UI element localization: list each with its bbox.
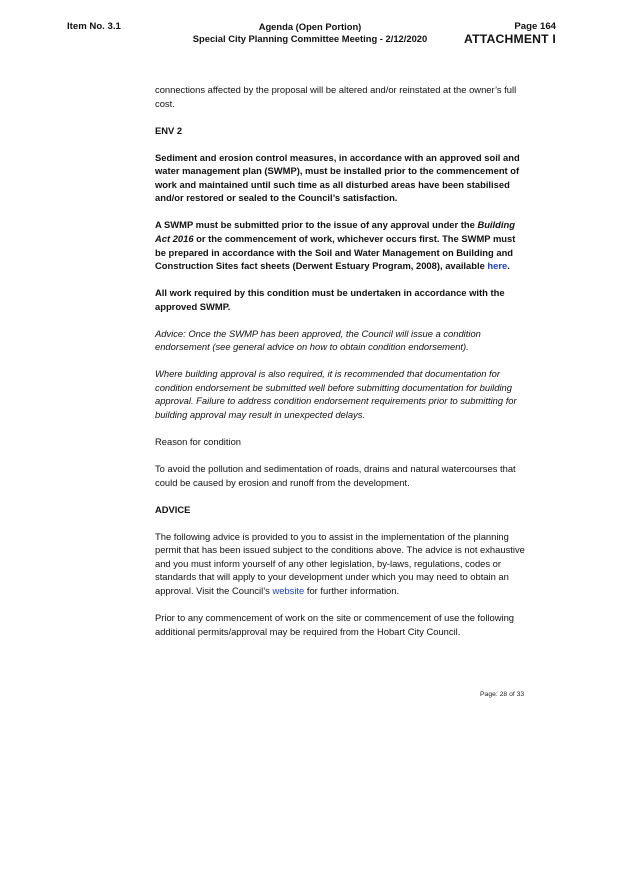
paragraph-reason: To avoid the pollution and sedimentation of roads, drains and natural watercourses that could be caused by erosion and runoff from the development. <box>155 463 516 488</box>
agenda-line-2: Special City Planning Committee Meeting - 2/12/2020 <box>192 32 428 44</box>
document-body <box>155 83 527 652</box>
paragraph-advice <box>155 530 527 598</box>
reason-label: Reason for condition <box>155 436 241 448</box>
advice-heading: ADVICE <box>155 503 191 515</box>
paragraph-prior: Prior to any commencement of work on the site or commencement of use the following additional permits/approval may be required from the Hobart City Council. <box>155 611 515 637</box>
website-link[interactable]: website <box>272 584 305 596</box>
advice-text-1: The following advice is provided to you to assist in the implementation of the planning permit that has been issued subject to the conditions above. The advice is not exhaustive and you must inform yourself of any other legislation, by-laws, regulations, codes or standards that will apply to your development under which you may need to obtain an approval. Visit the Council’s <box>155 530 525 596</box>
agenda-line-1: Agenda (Open Portion) <box>258 21 362 32</box>
page-number: Page 164 <box>514 21 556 32</box>
paragraph-sediment: Sediment and erosion control measures, in accordance with an approved soil and water management plan (SWMP), must be installed prior to the commencement of work and maintained until such time as all disturbed areas have been stabilised and/or restored or sealed to the Council’s satisfaction. <box>155 151 520 204</box>
paragraph-building-approval: Where building approval is also required, it is recommended that documentation for condition endorsement be submitted well before submitting documentation for building approval. Failure to address condition endorsement requirements prior to submitting for building approval may result in unexpected delays. <box>155 368 517 421</box>
paragraph-swmp <box>155 218 527 272</box>
building-act-title: Building Act 2016 <box>155 219 515 244</box>
attachment-label: ATTACHMENT I <box>464 32 556 46</box>
paragraph-advice-swmp: Advice: Once the SWMP has been approved, the Council will issue a condition endorsement (see general advice on how to obtain condition endorsement). <box>155 327 481 353</box>
advice-text-2: for further information. <box>304 584 400 596</box>
here-link[interactable]: here <box>487 260 508 272</box>
swmp-text-2: or the commencement of work, whichever occurs first. The SWMP must be prepared in accordance with the Soil and Water Management on Building and Construction Sites fact sheets (Derwent Estuary Program, 2008), available <box>155 232 516 272</box>
page-header <box>0 19 622 49</box>
env2-heading: ENV 2 <box>155 124 183 136</box>
agenda-title <box>160 21 460 44</box>
swmp-text-1: A SWMP must be submitted prior to the issue of any approval under the <box>155 219 478 231</box>
swmp-text-end: . <box>507 260 510 272</box>
item-number: Item No. 3.1 <box>67 21 121 32</box>
page-footer: Page: 28 of 33 <box>480 691 525 698</box>
paragraph-all-work: All work required by this condition must be undertaken in accordance with the approved SWMP. <box>155 287 505 312</box>
page-info <box>464 21 556 45</box>
paragraph-connections: connections affected by the proposal will be altered and/or reinstated at the owner’s full cost. <box>155 84 517 109</box>
